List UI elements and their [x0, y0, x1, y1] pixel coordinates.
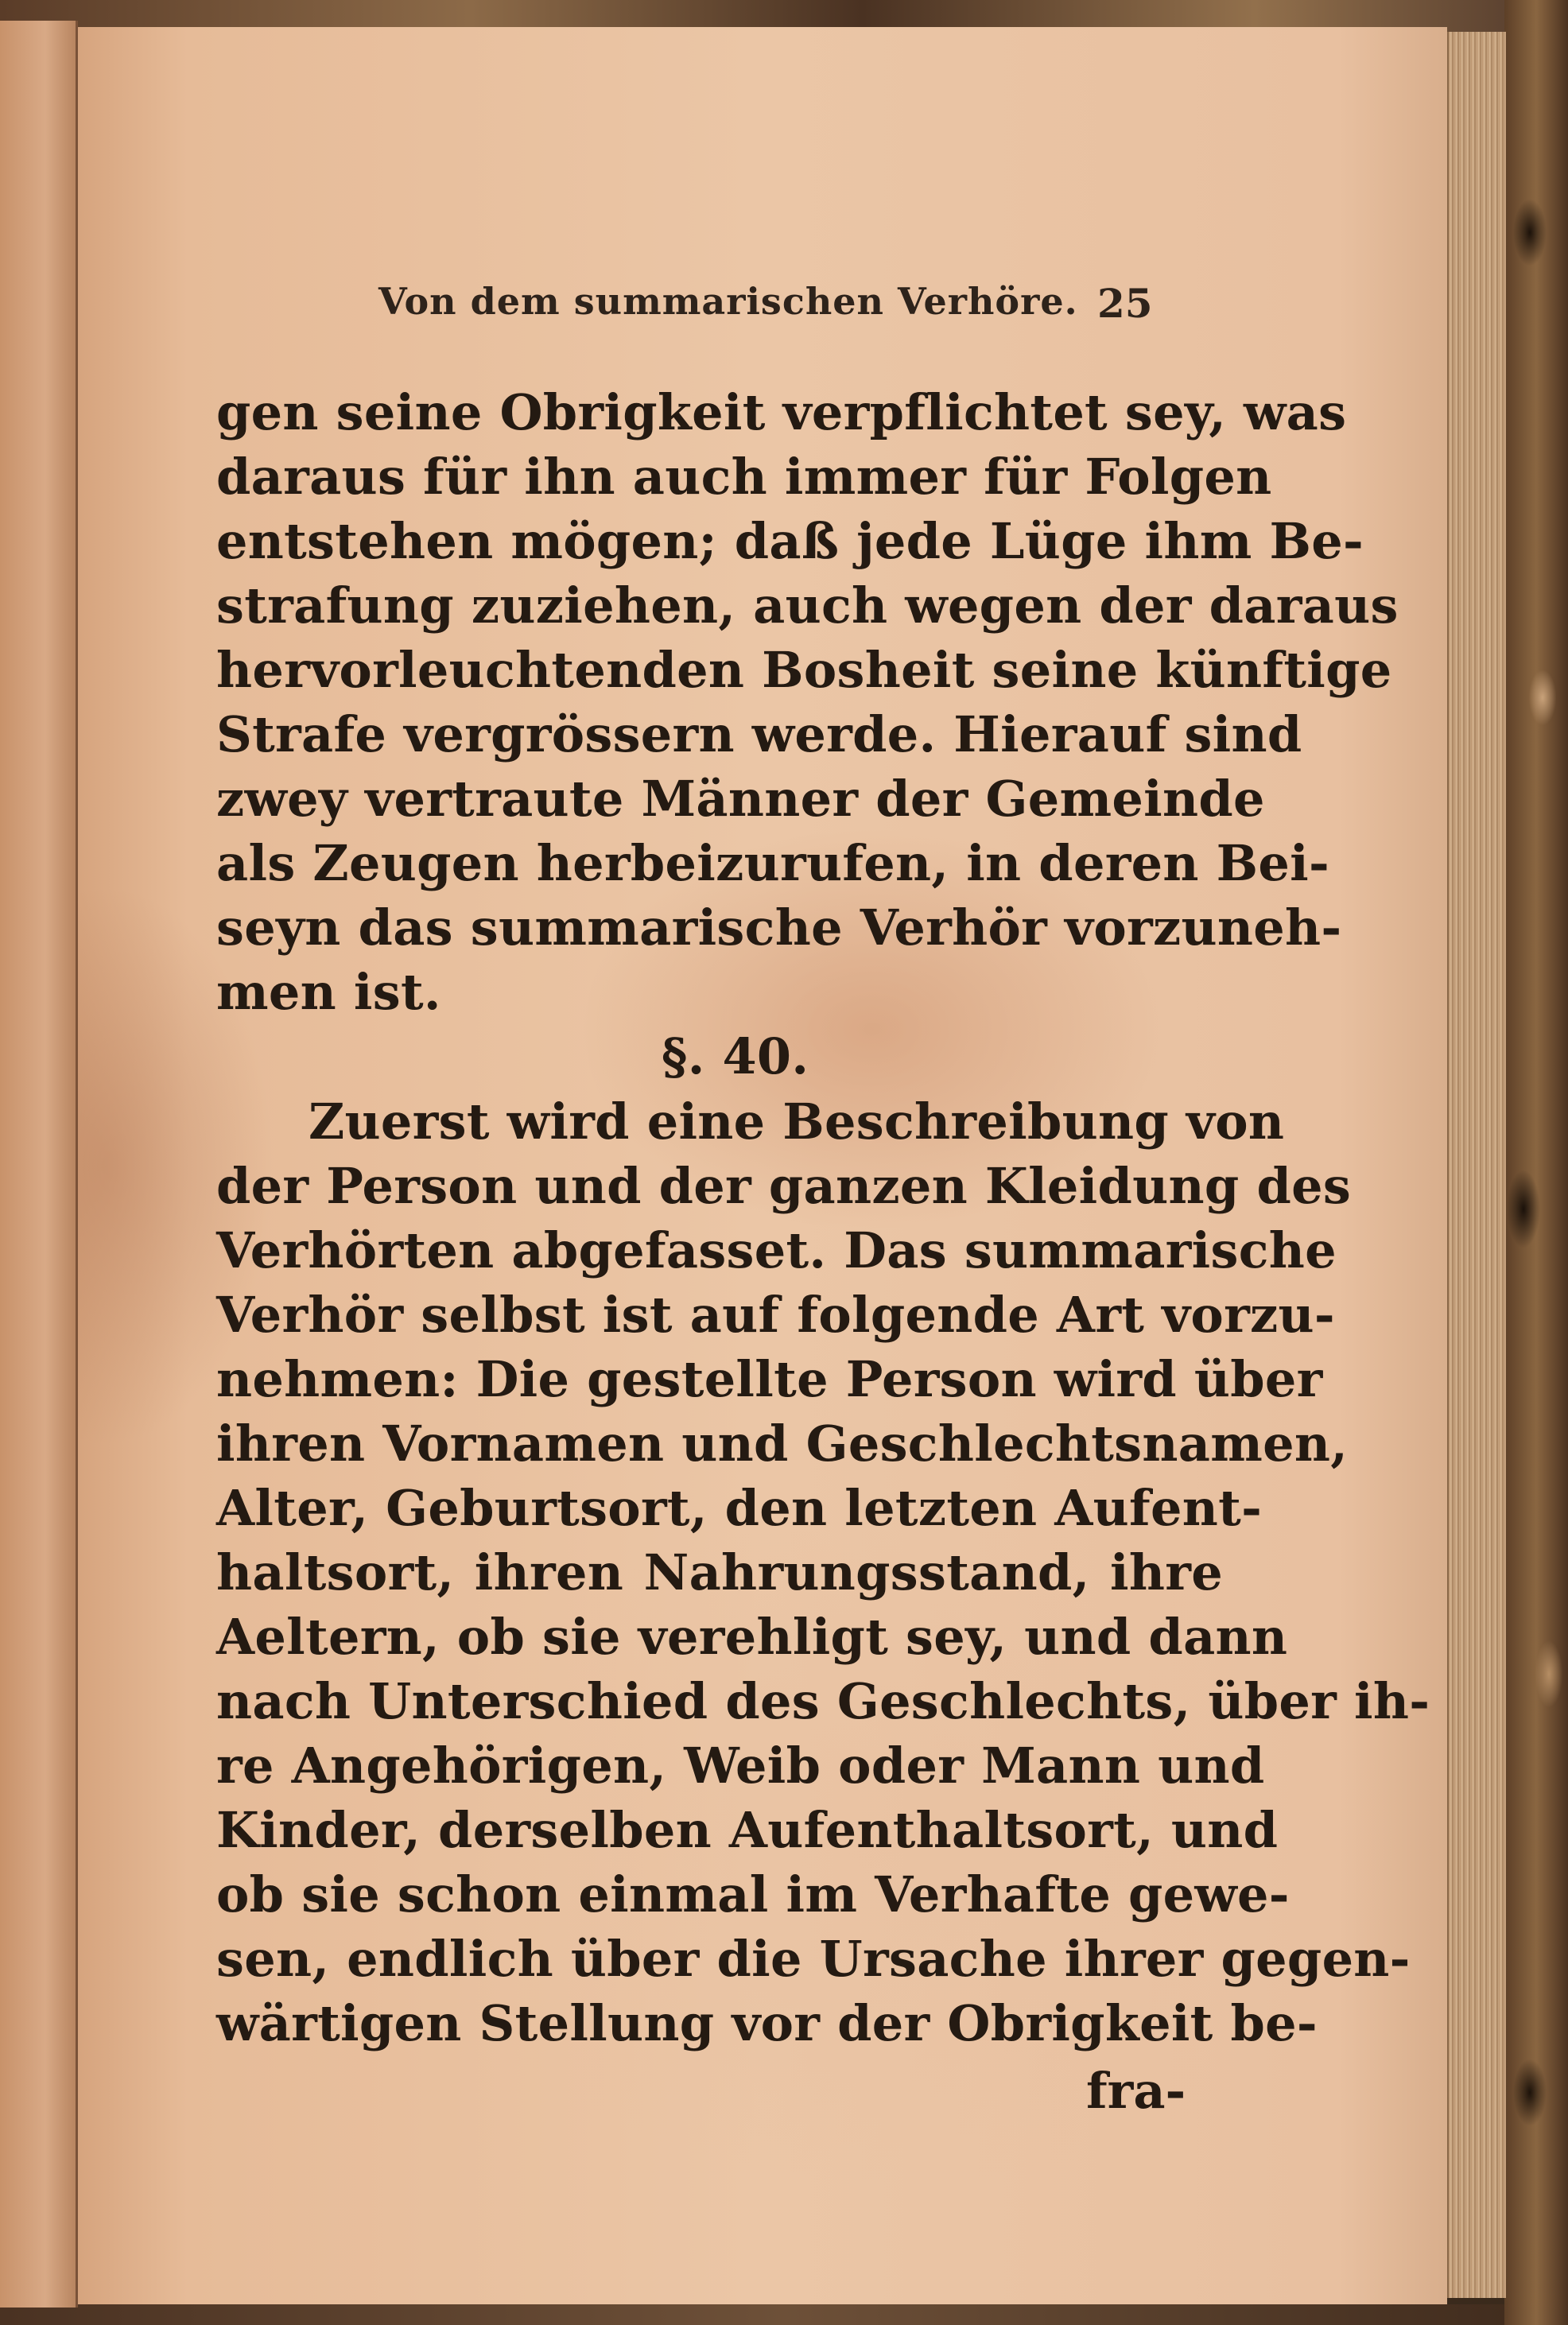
text-line: Kinder, derselben Aufenthaltsort, und: [216, 1801, 1279, 1859]
facing-page-edge: [0, 21, 78, 2308]
bottom-cover-edge: [0, 2304, 1568, 2325]
running-head: Von dem summarischen Verhöre.: [378, 280, 1078, 323]
text-line: als Zeugen herbeizurufen, in deren Bei-: [216, 834, 1330, 892]
text-line: wärtigen Stellung vor der Obrigkeit be-: [216, 1994, 1318, 2052]
text-line: gen seine Obrigkeit verpflichtet sey, was: [216, 383, 1347, 441]
text-line: Aeltern, ob sie verehligt sey, und dann: [216, 1608, 1288, 1666]
section-heading: §. 40.: [662, 1027, 809, 1085]
text-line: strafung zuziehen, auch wegen der daraus: [216, 576, 1399, 635]
text-line: Verhörten abgefasset. Das summarische: [216, 1221, 1337, 1279]
text-line: Alter, Geburtsort, den letzten Aufent-: [216, 1479, 1263, 1537]
text-line: sen, endlich über die Ursache ihrer gegen-: [216, 1930, 1411, 1988]
text-line: nehmen: Die gestellte Person wird über: [216, 1350, 1323, 1408]
page-leaves-edge: [1447, 32, 1506, 2298]
text-line: hervorleuchtenden Bosheit seine künftige: [216, 641, 1392, 699]
text-line: Zuerst wird eine Beschreibung von: [309, 1093, 1285, 1151]
text-line: Verhör selbst ist auf folgende Art vorzu-: [216, 1286, 1335, 1344]
text-line: men ist.: [216, 963, 441, 1021]
text-line: zwey vertraute Männer der Gemeinde: [216, 770, 1265, 828]
text-line: haltsort, ihren Nahrungsstand, ihre: [216, 1543, 1223, 1601]
catchword: fra-: [1086, 2062, 1186, 2120]
text-line: nach Unterschied des Geschlechts, über ih-: [216, 1672, 1430, 1730]
marbled-cover: [1504, 0, 1568, 2325]
text-line: ihren Vornamen und Geschlechtsnamen,: [216, 1415, 1349, 1473]
text-line: seyn das summarische Verhör vorzuneh-: [216, 899, 1342, 957]
page-number: 25: [1097, 280, 1153, 327]
text-line: entstehen mögen; daß jede Lüge ihm Be-: [216, 512, 1364, 570]
text-line: der Person und der ganzen Kleidung des: [216, 1157, 1352, 1215]
text-line: re Angehörigen, Weib oder Mann und: [216, 1737, 1265, 1795]
text-line: ob sie schon einmal im Verhafte gewe-: [216, 1865, 1290, 1923]
text-line: daraus für ihn auch immer für Folgen: [216, 448, 1272, 506]
book-page: [78, 27, 1447, 2304]
page-header: [78, 280, 1447, 336]
text-line: Strafe vergrössern werde. Hierauf sind: [216, 705, 1302, 763]
page-body: [216, 380, 1430, 2055]
